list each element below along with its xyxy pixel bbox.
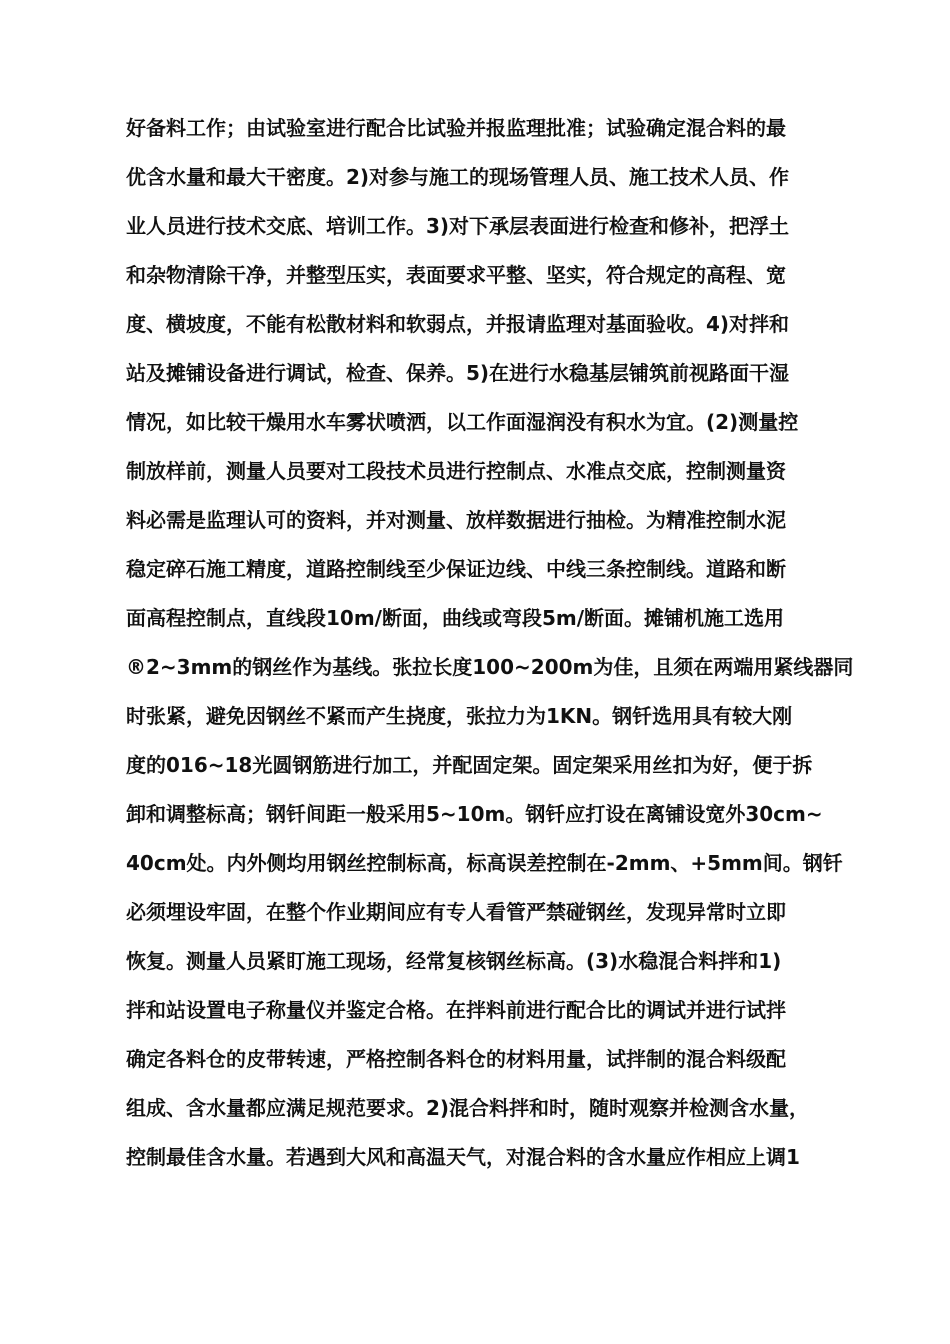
text-line: 控制最佳含水量。若遇到大风和高温天气，对混合料的含水量应作相应上调1 bbox=[126, 1145, 800, 1169]
text-line: 和杂物清除干净，并整型压实，表面要求平整、坚实，符合规定的高程、宽 bbox=[126, 263, 786, 287]
text-line: 组成、含水量都应满足规范要求。2)混合料拌和时，随时观察并检测含水量， bbox=[126, 1096, 810, 1120]
text-line: 度的016~18光圆钢筋进行加工，并配固定架。固定架采用丝扣为好，便于拆 bbox=[126, 753, 813, 777]
text-line: 40cm处。内外侧均用钢丝控制标高，标高误差控制在-2mm、+5mm间。钢钎 bbox=[126, 851, 843, 875]
text-line: 情况，如比较干燥用水车雾状喷洒，以工作面湿润没有积水为宜。(2)测量控 bbox=[126, 410, 799, 434]
text-line: 必须埋设牢固，在整个作业期间应有专人看管严禁碰钢丝，发现异常时立即 bbox=[126, 900, 786, 924]
text-line: 恢复。测量人员紧盯施工现场，经常复核钢丝标高。(3)水稳混合料拌和1) bbox=[126, 949, 782, 973]
text-line: 料必需是监理认可的资料，并对测量、放样数据进行抽检。为精准控制水泥 bbox=[126, 508, 786, 532]
text-line: 卸和调整标高；钢钎间距一般采用5~10m。钢钎应打设在离铺设宽外30cm~ bbox=[126, 802, 823, 826]
text-line: 制放样前，测量人员要对工段技术员进行控制点、水准点交底，控制测量资 bbox=[126, 459, 786, 483]
text-line: 时张紧，避免因钢丝不紧而产生挠度，张拉力为1KN。钢钎选用具有较大刚 bbox=[126, 704, 793, 728]
text-line: 稳定碎石施工精度，道路控制线至少保证边线、中线三条控制线。道路和断 bbox=[126, 557, 786, 581]
text-line: 拌和站设置电子称量仪并鉴定合格。在拌料前进行配合比的调试并进行试拌 bbox=[126, 998, 786, 1022]
text-line: ®2~3mm的钢丝作为基线。张拉长度100~200m为佳，且须在两端用紧线器同 bbox=[126, 655, 854, 679]
text-line: 度、横坡度，不能有松散材料和软弱点，并报请监理对基面验收。4)对拌和 bbox=[126, 312, 790, 336]
text-line: 优含水量和最大干密度。2)对参与施工的现场管理人员、施工技术人员、作 bbox=[126, 165, 790, 189]
text-line: 面高程控制点，直线段10m/断面，曲线或弯段5m/断面。摊铺机施工选用 bbox=[126, 606, 785, 630]
text-line: 确定各料仓的皮带转速，严格控制各料仓的材料用量，试拌制的混合料级配 bbox=[126, 1047, 786, 1071]
text-line: 业人员进行技术交底、培训工作。3)对下承层表面进行检查和修补，把浮土 bbox=[126, 214, 790, 238]
body-text bbox=[126, 104, 856, 1182]
text-line: 好备料工作；由试验室进行配合比试验并报监理批准；试验确定混合料的最 bbox=[126, 116, 786, 140]
text-line: 站及摊铺设备进行调试，检查、保养。5)在进行水稳基层铺筑前视路面干湿 bbox=[126, 361, 790, 385]
